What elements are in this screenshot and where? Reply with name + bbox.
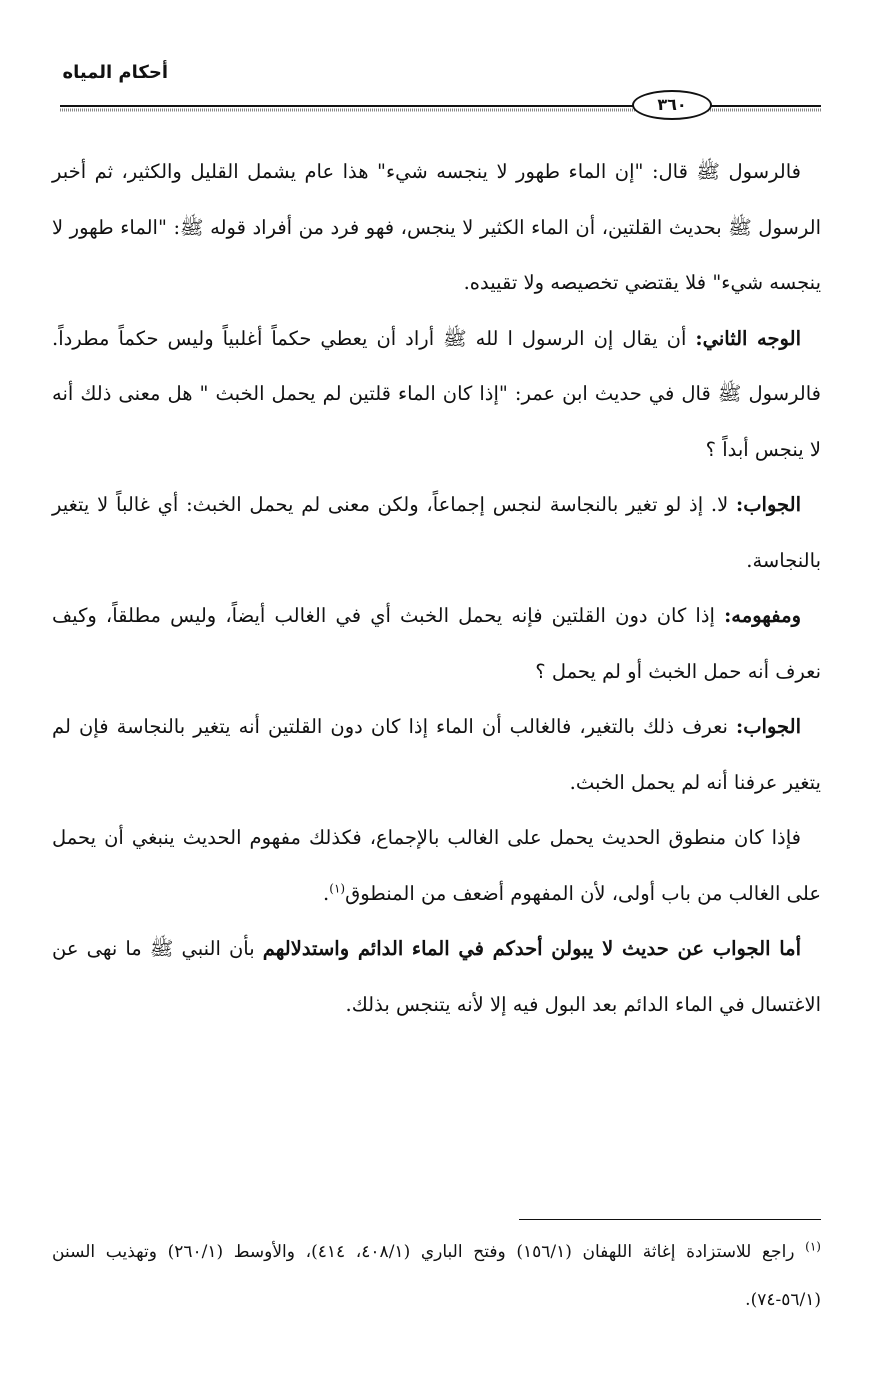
body-text <box>52 144 821 1032</box>
paragraph-text: بأن النبي ﷺ ما نهى عن الاغتسال في الماء الدائم بعد البول فيه إلا لأنه يتنجس بذلك. <box>52 937 821 1016</box>
paragraph <box>52 810 821 921</box>
footnote-reference: (١) <box>329 881 346 895</box>
paragraph <box>52 588 821 699</box>
paragraph-lead: الوجه الثاني: <box>695 326 801 350</box>
paragraph-lead: ومفهومه: <box>724 604 801 627</box>
paragraph-lead: الجواب: <box>736 715 801 738</box>
paragraph-text: فإذا كان منطوق الحديث يحمل على الغالب بالإجماع، فكذلك مفهوم الحديث ينبغي أن يحمل على الغالب من باب أولى، لأن المفهوم أضعف من المنطوق <box>52 826 821 905</box>
paragraph-text: فالرسول ﷺ قال: "إن الماء طهور لا ينجسه شيء" هذا عام يشمل القليل والكثير، ثم أخبر الرسول ﷺ بحديث القلتين، أن الماء الكثير لا ينجس، فهو فرد من أفراد قوله ﷺ: "الماء طهور لا ينجسه شيء" فلا يقتضي تخصيصه ولا تقييده. <box>52 160 821 294</box>
paragraph-text: نعرف ذلك بالتغير، فالغالب أن الماء إذا كان دون القلتين أنه يتغير بالنجاسة فإن لم يتغير عرفنا أنه لم يحمل الخبث. <box>52 715 821 794</box>
paragraph-text: أن يقال إن الرسول ا لله ﷺ أراد أن يعطي حكماً أغلبياً وليس حكماً مطرداً. فالرسول ﷺ قال في حديث ابن عمر: "إذا كان الماء قلتين لم يحمل الخبث " هل معنى ذلك أنه لا ينجس أبداً ؟ <box>52 326 821 461</box>
footnote-separator <box>519 1219 821 1220</box>
footnote <box>52 1228 821 1324</box>
paragraph-text: لا. إذ لو تغير بالنجاسة لنجس إجماعاً، ولكن معنى لم يحمل الخبث: أي غالباً لا يتغير بالنجاسة. <box>52 493 821 572</box>
paragraph <box>52 311 821 478</box>
paragraph-lead: الجواب: <box>736 493 801 516</box>
footnote-text: راجع للاستزادة إغاثة اللهفان (١٥٦/١) وفتح الباري (٤٠٨/١، ٤١٤)، والأوسط (٢٦٠/١) وتهذيب السنن (٥٦/١-٧٤). <box>52 1242 821 1310</box>
paragraph <box>52 477 821 588</box>
footnotes <box>52 1228 821 1324</box>
paragraph <box>52 144 821 311</box>
paragraph-text: إذا كان دون القلتين فإنه يحمل الخبث أي في الغالب أيضاً، وليس مطلقاً، وكيف نعرف أنه حمل الخبث أو لم يحمل ؟ <box>52 604 821 683</box>
paragraph-lead: أما الجواب عن حديث لا يبولن أحدكم في الماء الدائم واستدلالهم <box>262 937 801 960</box>
page-number: ٣٦٠ <box>632 90 712 120</box>
paragraph <box>52 699 821 810</box>
paragraph-tail: . <box>323 881 330 905</box>
running-header-title: أحكام المياه <box>62 62 168 83</box>
footnote-marker: (١) <box>805 1239 821 1254</box>
paragraph <box>52 921 821 1032</box>
